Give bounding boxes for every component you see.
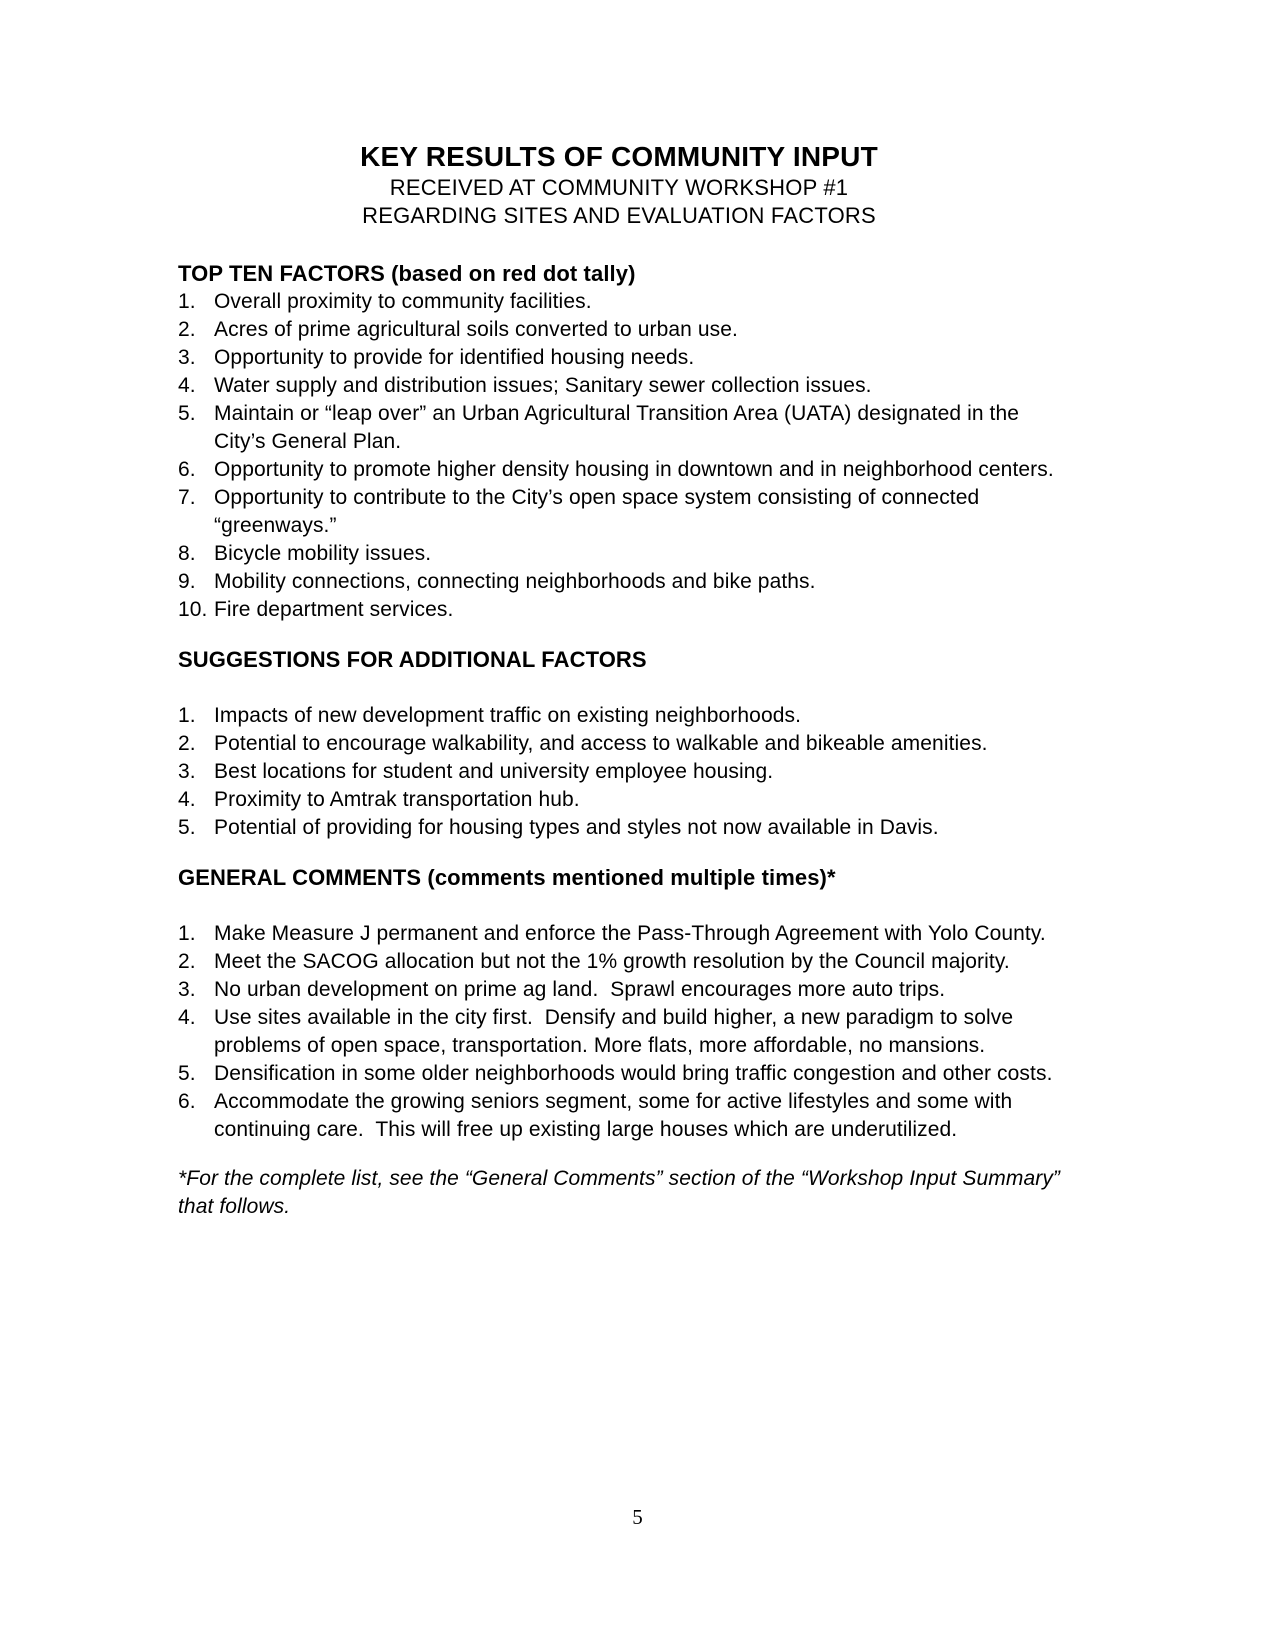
page-subtitle-line2: REGARDING SITES AND EVALUATION FACTORS: [362, 203, 876, 228]
general-comments-list: [178, 920, 1060, 1144]
item-number: 3.: [178, 978, 196, 1001]
list-item: [178, 1004, 1060, 1060]
item-text: Overall proximity to community facilities.: [214, 290, 592, 313]
item-number: 7.: [178, 486, 196, 509]
list-item: [178, 288, 1060, 316]
general-comments-heading: GENERAL COMMENTS (comments mentioned multiple times)*: [178, 865, 836, 890]
item-text: Fire department services.: [214, 598, 454, 621]
page-number: 5: [632, 1505, 643, 1529]
item-text: Opportunity to promote higher density housing in downtown and in neighborhood centers.: [214, 458, 1054, 481]
item-text: Acres of prime agricultural soils converted to urban use.: [214, 318, 738, 341]
item-number: 6.: [178, 458, 196, 481]
item-number: 1.: [178, 922, 196, 945]
item-text: Potential of providing for housing types and styles not now available in Davis.: [214, 816, 939, 839]
item-number: 2.: [178, 950, 196, 973]
item-number: 3.: [178, 760, 196, 783]
item-number: 9.: [178, 570, 196, 593]
item-number: 4.: [178, 788, 196, 811]
item-number: 10.: [178, 598, 208, 621]
item-number: 3.: [178, 346, 196, 369]
item-text: Proximity to Amtrak transportation hub.: [214, 788, 580, 811]
item-text: No urban development on prime ag land. Sprawl encourages more auto trips.: [214, 978, 946, 1001]
list-item: [178, 758, 1060, 786]
item-text: Use sites available in the city first. Densify and build higher, a new paradigm to solve problems of open space, transportation. More flats, more affordable, no mansions.: [214, 1006, 1020, 1057]
top-ten-list: [178, 288, 1060, 624]
item-number: 4.: [178, 374, 196, 397]
item-number: 1.: [178, 704, 196, 727]
list-item: [178, 1060, 1060, 1088]
item-number: 4.: [178, 1006, 196, 1029]
item-text: Densification in some older neighborhoods would bring traffic congestion and other costs.: [214, 1062, 1053, 1085]
item-text: Potential to encourage walkability, and access to walkable and bikeable amenities.: [214, 732, 988, 755]
item-text: Opportunity to contribute to the City’s open space system consisting of connected “greenways.”: [214, 486, 986, 537]
list-item: [178, 484, 1060, 540]
section-top-ten-factors: [178, 260, 1060, 624]
item-text: Mobility connections, connecting neighborhoods and bike paths.: [214, 570, 816, 593]
footnote: *For the complete list, see the “General Comments” section of the “Workshop Input Summary” that follows.: [178, 1167, 1066, 1218]
list-item: [178, 920, 1060, 948]
title-block: [178, 140, 1060, 230]
item-text: Accommodate the growing seniors segment, some for active lifestyles and some with continuing care. This will free up existing large houses which are underutilized.: [214, 1090, 1019, 1141]
list-item: [178, 976, 1060, 1004]
top-ten-heading: TOP TEN FACTORS (based on red dot tally): [178, 261, 636, 286]
section-general-comments: [178, 864, 1060, 1144]
page-title: KEY RESULTS OF COMMUNITY INPUT: [360, 141, 878, 172]
item-number: 2.: [178, 732, 196, 755]
list-item: [178, 568, 1060, 596]
list-item: [178, 344, 1060, 372]
item-number: 1.: [178, 290, 196, 313]
page-subtitle-line1: RECEIVED AT COMMUNITY WORKSHOP #1: [389, 175, 849, 200]
item-text: Water supply and distribution issues; Sanitary sewer collection issues.: [214, 374, 872, 397]
list-item: [178, 596, 1060, 624]
list-item: [178, 1088, 1060, 1144]
item-number: 5.: [178, 402, 196, 425]
item-number: 5.: [178, 1062, 196, 1085]
item-number: 8.: [178, 542, 196, 565]
item-text: Make Measure J permanent and enforce the Pass-Through Agreement with Yolo County.: [214, 922, 1046, 945]
list-item: [178, 400, 1060, 456]
suggestions-list: [178, 702, 1060, 842]
item-text: Best locations for student and university employee housing.: [214, 760, 774, 783]
list-item: [178, 540, 1060, 568]
section-suggestions: [178, 646, 1060, 842]
list-item: [178, 316, 1060, 344]
item-number: 5.: [178, 816, 196, 839]
list-item: [178, 456, 1060, 484]
item-text: Impacts of new development traffic on existing neighborhoods.: [214, 704, 802, 727]
list-item: [178, 786, 1060, 814]
list-item: [178, 730, 1060, 758]
item-text: Maintain or “leap over” an Urban Agricultural Transition Area (UATA) designated in the City’s General Plan.: [214, 402, 1025, 453]
item-text: Opportunity to provide for identified housing needs.: [214, 346, 695, 369]
item-number: 6.: [178, 1090, 196, 1113]
item-number: 2.: [178, 318, 196, 341]
list-item: [178, 702, 1060, 730]
suggestions-heading: SUGGESTIONS FOR ADDITIONAL FACTORS: [178, 647, 647, 672]
item-text: Bicycle mobility issues.: [214, 542, 432, 565]
item-text: Meet the SACOG allocation but not the 1% growth resolution by the Council majority.: [214, 950, 1010, 973]
list-item: [178, 948, 1060, 976]
list-item: [178, 814, 1060, 842]
list-item: [178, 372, 1060, 400]
